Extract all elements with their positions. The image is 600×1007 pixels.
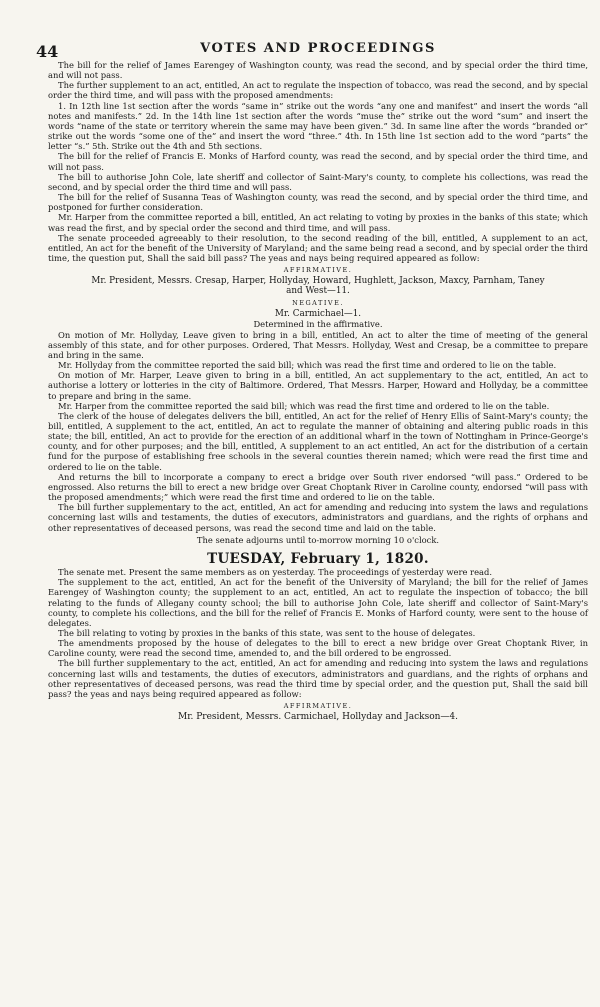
running-head: VOTES AND PROCEEDINGS [200,41,436,56]
vote-heading: AFFIRMATIVE. [283,266,353,275]
paragraph: Mr. Harper from the committee reported a bill, entitled, An act relating to voting by proxies in the banks of this state; which was read the first, and by special order the second and third time, and will pass. [48,212,588,233]
date-heading: TUESDAY, February 1, 1820. [207,550,429,567]
paragraph: The bill relating to voting by proxies in the banks of this state, was sent to the house of delegates. [58,627,476,638]
vote-heading: AFFIRMATIVE. [283,702,353,711]
paragraph: And returns the bill to incorporate a company to erect a bridge over South river endorsed “will pass.” Ordered to be engrossed. Also returns the bill to erect a new bridge over Great Choptank River in Caroline county, endorsed “will pass with the proposed amendments;” which were read the first time and ordered to lie on the table. [48,471,588,503]
paragraph: Mr. Harper from the committee reported the said bill; which was read the first time and ordered to lie on the table. [58,400,550,411]
paragraph: The further supplement to an act, entitled, An act to regulate the inspection of tobacco, was read the second, and by special order the third time, and will pass with the proposed amendments: [48,80,588,101]
journal-body [48,60,588,722]
adjournment-note: The senate adjourns until to-morrow morning 10 o'clock. [196,534,440,545]
vote-heading: NEGATIVE. [292,299,344,308]
vote-names: Mr. President, Messrs. Carmichael, Hollyday and Jackson—4. [177,712,459,723]
paragraph: 1. In 12th line 1st section after the words “same in” strike out the words “any one and manifest” and insert the words “all notes and manifests.” 2d. In the 14th line 1st section after the words “muse the” strike out the word “sum” and insert the words “name of the state or territory wherein the same may have been given.” 3d. In same line after the words “branded or” strike out the words “some one of the” and insert the word “three.” 4th. In 15th line 1st section add to the word “parts” the letter “s.” 5th. Strike out the 4th and 5th sections. [48,100,588,152]
paragraph: On motion of Mr. Hollyday, Leave given to bring in a bill, entitled, An act to alter the time of meeting of the general assembly of this state, and for other purposes. Ordered, That Messrs. Hollyday, West and Cresap, be a committee to prepare and bring in the same. [48,329,588,360]
paragraph: The bill for the relief of Francis E. Monks of Harford county, was read the second, and by special order the third time, and will not pass. [48,151,588,172]
paragraph: The supplement to the act, entitled, An act for the benefit of the University of Maryland; the bill for the relief of James Earengey of Washington county; the supplement to an act, entitled, An act to regulate the inspection of tobacco; the bill relating to the funds of Allegany county school; the bill to authorise John Cole, late sheriff and collector of Saint-Mary's county, to complete his collections, and the bill for the relief of Francis E. Monks of Harford county, were sent to the house of delegates. [48,577,588,628]
paragraph: The bill to authorise John Cole, late sheriff and collector of Saint-Mary's county, to complete his collections, was read the second, and by special order the third time and will pass. [48,171,588,192]
paragraph: Mr. Hollyday from the committee reported the said bill; which was read the first time and ordered to lie on the table. [58,360,557,371]
paragraph: The bill further supplementary to the act, entitled, An act for amending and reducing into system the laws and regulations concerning last wills and testaments, the duties of executors, administrators and guardians, and the rights of orphans and other representatives of deceased persons, was read the second time and laid on the table. [48,502,588,533]
paragraph: The senate proceeded agreeably to their resolution, to the second reading of the bill, entitled, A supplement to an act, entitled, An act for the benefit of the University of Maryland; and the same being read a second, and by special order the third time, the question put, Shall the said bill pass? The yeas and nays being required appeared as follow: [48,232,588,263]
paragraph: The bill for the relief of Susanna Teas of Washington county, was read the second, and by special order the third time, and postponed for further consideration. [48,192,588,213]
page-number: 44 [36,42,59,61]
paragraph: The bill for the relief of James Earengey of Washington county, was read the second, and by special order the third time, and will not pass. [48,60,588,81]
paragraph: On motion of Mr. Harper, Leave given to bring in a bill, entitled, An act supplementary to the act, entitled, An act to authorise a lottery or lotteries in the city of Baltimore. Ordered, That Messrs. Harper, Howard and Hollyday, be a committee to prepare and bring in the same. [48,370,588,401]
vote-result: Determined in the affirmative. [253,319,383,330]
vote-names: Mr. Carmichael—1. [274,309,362,320]
page-header [36,34,588,61]
paragraph: The bill further supplementary to the act, entitled, An act for amending and reducing into system the laws and regulations concerning last wills and testaments, the duties of executors, administrators and guardians, and the rights of orphans and other representatives of deceased persons, was read the third time by special order, and the question put, Shall the said bill pass? the yeas and nays being required appeared as follow: [48,658,588,699]
paragraph: The senate met. Present the same members as on yesterday. The proceedings of yesterday were read. [58,567,493,578]
vote-names: Mr. President, Messrs. Cresap, Harper, Hollyday, Howard, Hughlett, Jackson, Maxcy, Parnham, Taney and West—11. [91,276,545,297]
paragraph: The clerk of the house of delegates delivers the bill, entitled, An act for the relief of Henry Ellis of Saint-Mary's county; the bill, entitled, A supplement to the act, entitled, An act to regulate the manner of obtaining and altering public roads in this state; the bill, entitled, An act to provide for the erection of an additional wharf in the town of Nottingham in Prince-George's county, and for other purposes; and the bill, entitled, A supplement to an act entitled, An act for the distribution of a certain fund for the purpose of establishing free schools in the several counties therein named; which were read the first time and ordered to lie on the table. [48,410,588,472]
paragraph: The amendments proposed by the house of delegates to the bill to erect a new bridge over Great Choptank River, in Caroline county, were read the second time, amended to, and the bill ordered to be engrossed. [48,638,588,659]
